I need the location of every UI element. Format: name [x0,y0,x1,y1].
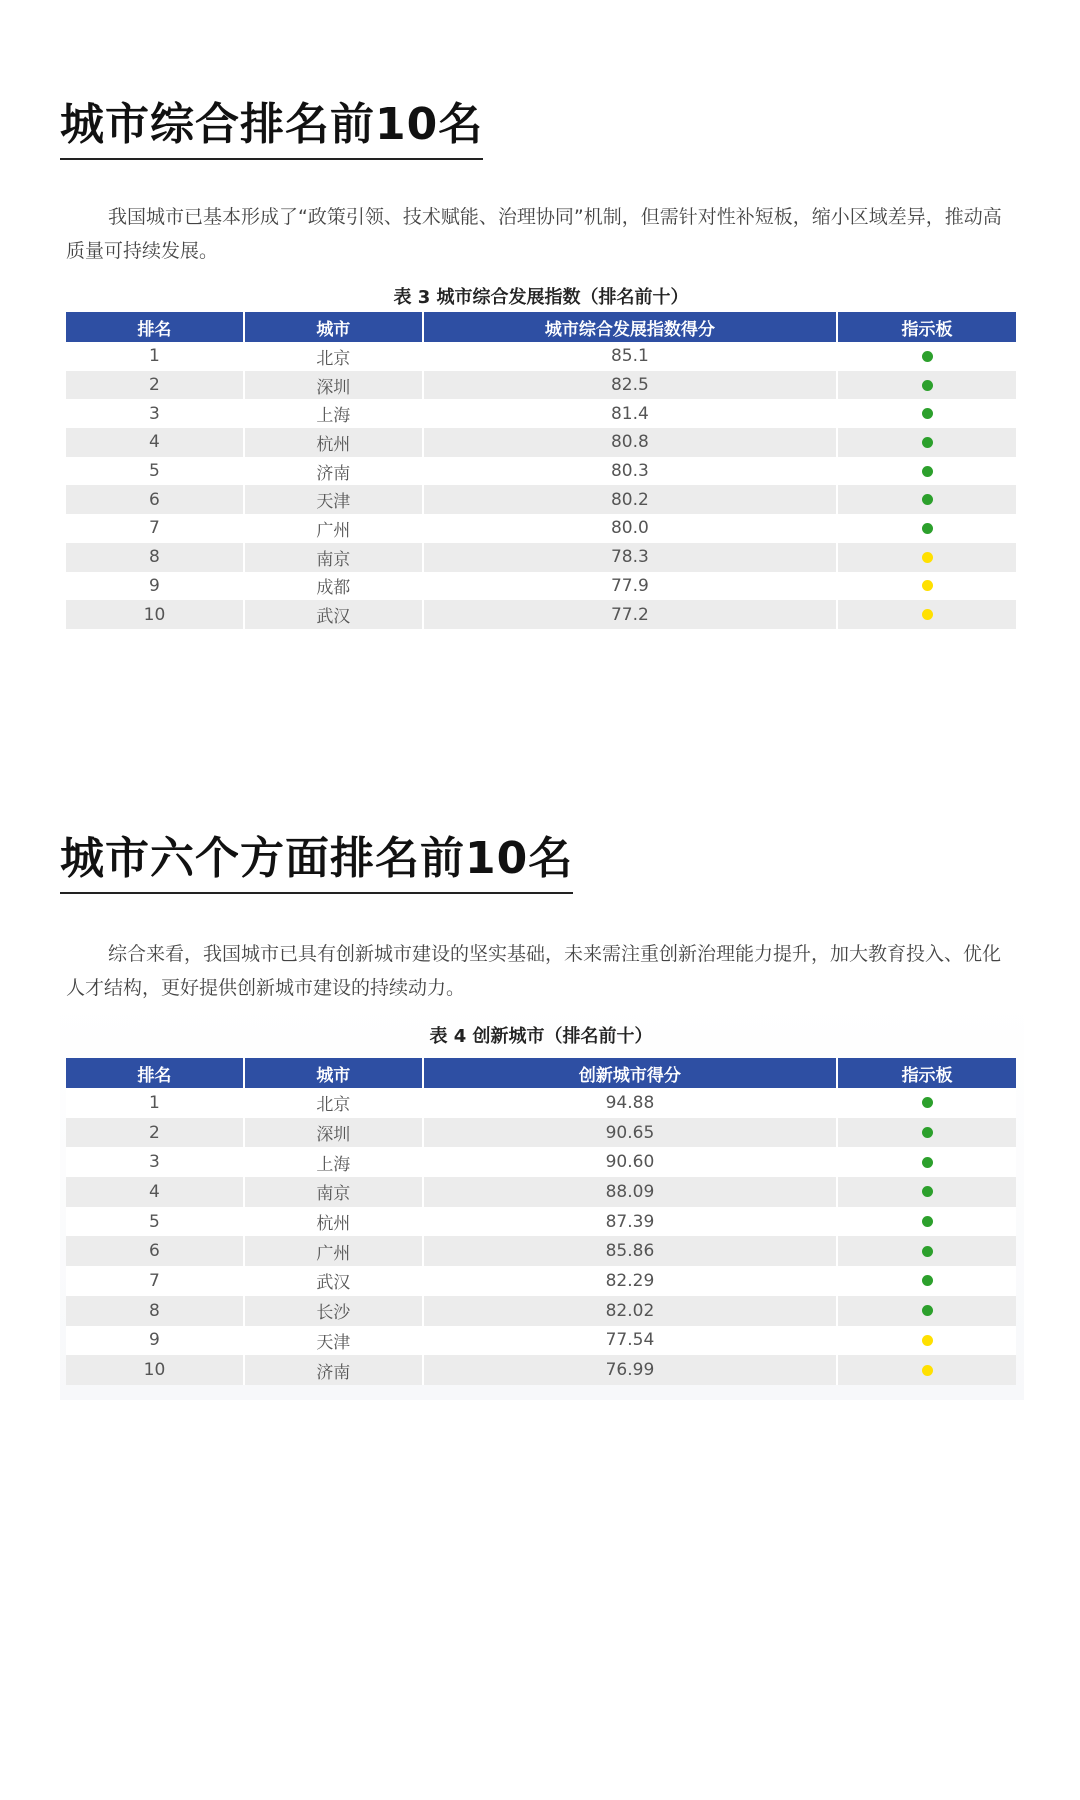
cell-city: 杭州 [245,428,424,457]
status-dot-icon [922,351,933,362]
cell-rank: 1 [66,342,245,371]
table-row [66,1177,1016,1207]
table-row [66,514,1016,543]
table-row [66,572,1016,601]
cell-city: 天津 [245,485,424,514]
cell-indicator [838,485,1016,514]
cell-rank: 3 [66,399,245,428]
cell-score: 87.39 [424,1207,838,1237]
table-row [66,485,1016,514]
cell-score: 90.65 [424,1118,838,1148]
cell-score: 80.3 [424,457,838,486]
cell-score: 80.8 [424,428,838,457]
cell-score: 94.88 [424,1088,838,1118]
cell-city: 广州 [245,1236,424,1266]
cell-rank: 2 [66,1118,245,1148]
status-dot-icon [922,523,933,534]
cell-indicator [838,1207,1016,1237]
table-row [66,428,1016,457]
cell-indicator [838,543,1016,572]
cell-score: 80.2 [424,485,838,514]
table-row [66,1296,1016,1326]
table4-innovation-city [66,1058,1016,1385]
status-dot-icon [922,552,933,563]
table-row [66,1147,1016,1177]
cell-rank: 5 [66,1207,245,1237]
cell-score: 82.5 [424,371,838,400]
cell-rank: 4 [66,428,245,457]
col-header-city: 城市 [245,1058,424,1088]
status-dot-icon [922,380,933,391]
col-header-score: 创新城市得分 [424,1058,838,1088]
cell-rank: 8 [66,1296,245,1326]
cell-score: 80.0 [424,514,838,543]
cell-city: 南京 [245,1177,424,1207]
cell-score: 82.29 [424,1266,838,1296]
cell-city: 济南 [245,1355,424,1385]
table-row [66,600,1016,629]
status-dot-icon [922,1216,933,1227]
cell-rank: 6 [66,485,245,514]
cell-indicator [838,572,1016,601]
cell-score: 85.86 [424,1236,838,1266]
col-header-score: 城市综合发展指数得分 [424,312,838,342]
table-row [66,342,1016,371]
cell-city: 北京 [245,342,424,371]
cell-city: 济南 [245,457,424,486]
cell-score: 81.4 [424,399,838,428]
col-header-indicator: 指示板 [838,312,1016,342]
status-dot-icon [922,1246,933,1257]
status-dot-icon [922,1365,933,1376]
status-dot-icon [922,408,933,419]
cell-rank: 10 [66,1355,245,1385]
cell-city: 成都 [245,572,424,601]
cell-indicator [838,514,1016,543]
table-row [66,1355,1016,1385]
cell-indicator [838,1147,1016,1177]
status-dot-icon [922,1275,933,1286]
status-dot-icon [922,466,933,477]
cell-score: 85.1 [424,342,838,371]
cell-indicator [838,428,1016,457]
cell-rank: 7 [66,1266,245,1296]
status-dot-icon [922,1157,933,1168]
cell-indicator [838,1088,1016,1118]
cell-city: 天津 [245,1326,424,1356]
cell-score: 82.02 [424,1296,838,1326]
cell-indicator [838,600,1016,629]
section1-paragraph: 我国城市已基本形成了“政策引领、技术赋能、治理协同”机制，但需针对性补短板，缩小区域差异，推动高质量可持续发展。 [66,206,1002,262]
section2-paragraph: 综合来看，我国城市已具有创新城市建设的坚实基础，未来需注重创新治理能力提升，加大教育投入、优化人才结构，更好提供创新城市建设的持续动力。 [66,943,1002,999]
status-dot-icon [922,1335,933,1346]
cell-rank: 2 [66,371,245,400]
cell-city: 上海 [245,1147,424,1177]
table-row [66,1266,1016,1296]
status-dot-icon [922,1127,933,1138]
status-dot-icon [922,609,933,620]
cell-rank: 5 [66,457,245,486]
cell-score: 77.54 [424,1326,838,1356]
status-dot-icon [922,1305,933,1316]
cell-city: 北京 [245,1088,424,1118]
table3-caption: 表 3 城市综合发展指数（排名前十） [393,287,689,308]
section2-title: 城市六个方面排名前10名 [60,822,573,894]
status-dot-icon [922,1097,933,1108]
cell-score: 77.9 [424,572,838,601]
col-header-indicator: 指示板 [838,1058,1016,1088]
cell-indicator [838,457,1016,486]
cell-score: 76.99 [424,1355,838,1385]
table-row [66,1236,1016,1266]
col-header-rank: 排名 [66,1058,245,1088]
cell-indicator [838,1266,1016,1296]
cell-city: 南京 [245,543,424,572]
cell-indicator [838,1296,1016,1326]
cell-city: 上海 [245,399,424,428]
table3-composite-index [66,312,1016,629]
status-dot-icon [922,1186,933,1197]
cell-indicator [838,1177,1016,1207]
cell-indicator [838,371,1016,400]
status-dot-icon [922,494,933,505]
col-header-rank: 排名 [66,312,245,342]
cell-city: 深圳 [245,371,424,400]
cell-rank: 3 [66,1147,245,1177]
cell-rank: 10 [66,600,245,629]
cell-rank: 9 [66,1326,245,1356]
cell-rank: 6 [66,1236,245,1266]
status-dot-icon [922,437,933,448]
cell-score: 78.3 [424,543,838,572]
cell-indicator [838,1326,1016,1356]
cell-city: 武汉 [245,600,424,629]
cell-score: 88.09 [424,1177,838,1207]
table-row [66,1088,1016,1118]
status-dot-icon [922,580,933,591]
cell-score: 90.60 [424,1147,838,1177]
cell-indicator [838,342,1016,371]
table-row [66,543,1016,572]
cell-rank: 4 [66,1177,245,1207]
cell-indicator [838,399,1016,428]
cell-rank: 8 [66,543,245,572]
cell-city: 武汉 [245,1266,424,1296]
cell-indicator [838,1236,1016,1266]
table4-caption: 表 4 创新城市（排名前十） [429,1026,653,1047]
cell-rank: 9 [66,572,245,601]
cell-indicator [838,1355,1016,1385]
cell-city: 深圳 [245,1118,424,1148]
cell-city: 长沙 [245,1296,424,1326]
cell-city: 杭州 [245,1207,424,1237]
table-row [66,457,1016,486]
cell-city: 广州 [245,514,424,543]
table-row [66,371,1016,400]
section1-title: 城市综合排名前10名 [60,88,483,160]
table-row [66,1118,1016,1148]
table-row [66,1207,1016,1237]
cell-indicator [838,1118,1016,1148]
cell-rank: 1 [66,1088,245,1118]
cell-rank: 7 [66,514,245,543]
cell-score: 77.2 [424,600,838,629]
col-header-city: 城市 [245,312,424,342]
table-row [66,399,1016,428]
table-row [66,1326,1016,1356]
